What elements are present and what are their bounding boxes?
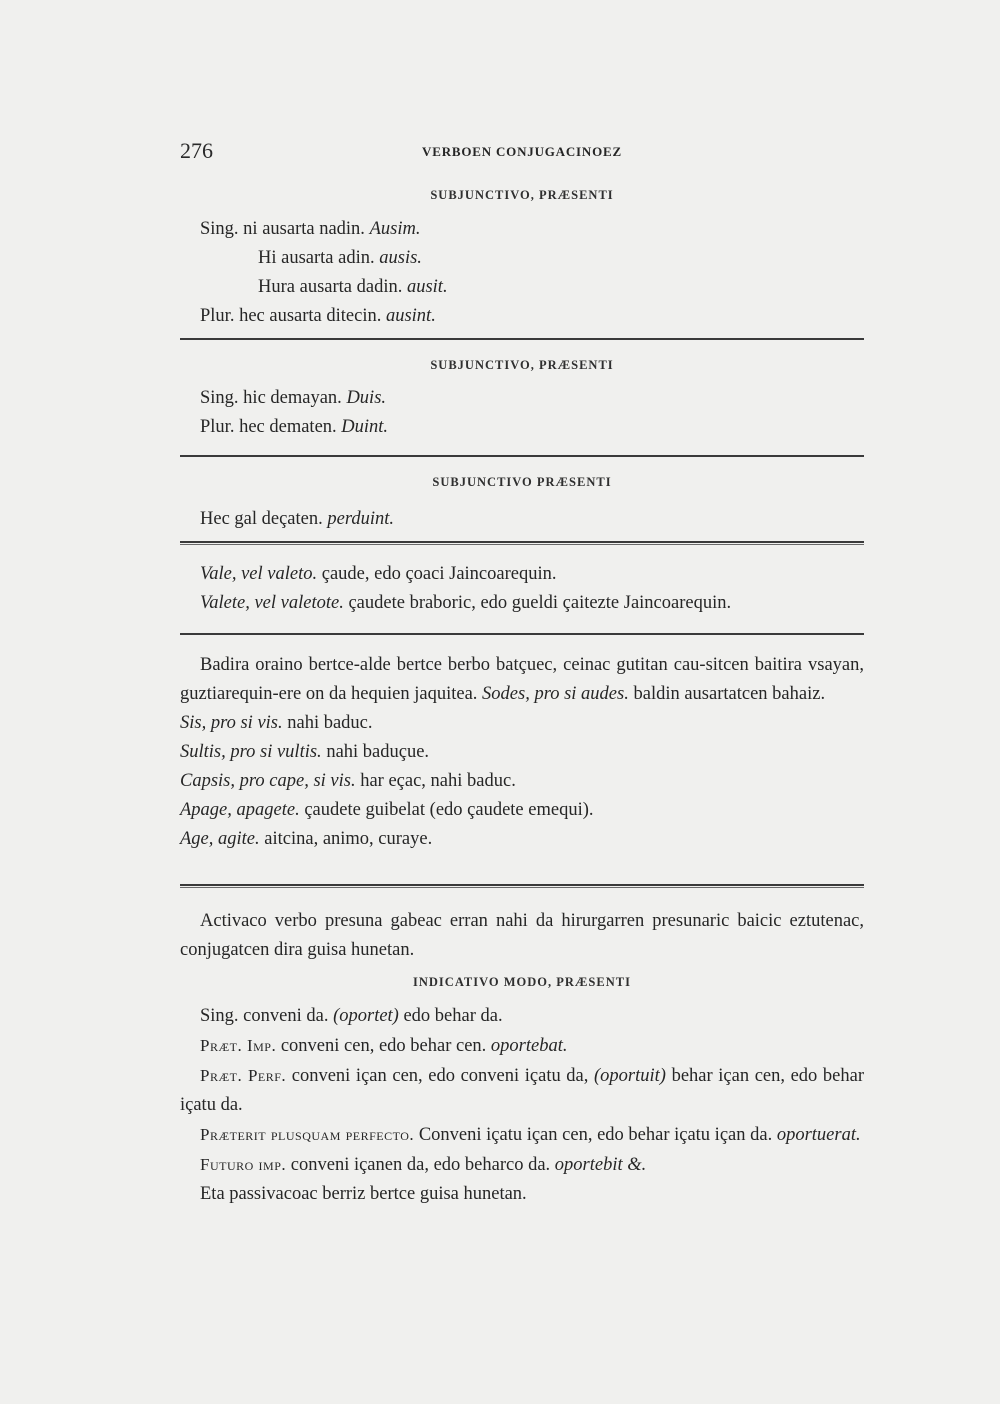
text-line: Sing. hic demayan. Duis. [200,388,387,408]
text-line: Futuro imp. conveni içanen da, edo beharco da. oportebit &. [200,1155,647,1175]
text-line: Sultis, pro si vultis. nahi baduçue. [180,742,430,762]
text-line: Sis, pro si vis. nahi baduc. [180,713,373,733]
paragraph: Præt. Perf. conveni içan cen, edo conveni içatu da, (oportuit) behar içan cen, edo behar içatu da. [180,1066,864,1115]
text-line: Age, agite. aitcina, animo, curaye. [180,829,433,849]
page-number: 276 [180,138,213,163]
text-line: Plur. hec ausarta ditecin. ausint. [200,306,436,326]
conjugation-list [180,384,864,442]
section-vale [180,560,864,618]
section-subjunctive-perdui [180,475,864,490]
text-line: Sing. ni ausarta nadin. Ausim. [200,219,421,239]
text-line: Apage, apagete. çaudete guibelat (edo çaudete emequi). [180,800,594,820]
section-heading: SUBJUNCTIVO PRÆSENTI [432,475,612,489]
conjugation-list [180,1002,864,1209]
text-line: Valete, vel valetote. çaudete braboric, edo gueldi çaitezte Jaincoarequin. [200,593,732,613]
divider-rule [180,338,864,340]
section-subjunctive-dui [180,358,864,373]
text-line: Hec gal deçaten. perduint. [200,509,395,529]
page-header [180,138,864,168]
running-head: VERBOEN CONJUGACINOEZ [422,144,622,159]
text-line: Sing. conveni da. (oportet) edo behar da. [200,1006,503,1026]
text-line: Eta passivacoac berriz bertce guisa hunetan. [200,1184,527,1204]
text-line: Hi ausarta adin. ausis. [258,248,422,268]
text-line: Capsis, pro cape, si vis. har eçac, nahi baduc. [180,771,516,791]
divider-rule [180,884,864,886]
section-defective-verbs [180,651,864,854]
divider-rule [180,633,864,635]
paragraph: Badira oraino bertce-alde bertce berbo batçuec, ceinac gutitan cau-sitcen baitira vsayan, guztiarequin-ere on da hequien jaquitea. Sodes, pro si audes. baldin ausartatcen bahaiz. [180,655,864,704]
paragraph: Activaco verbo presuna gabeac erran nahi da hirurgarren presunaric baicic eztutenac, conjugatcen dira guisa hunetan. [180,911,864,960]
text-line: Hura ausarta dadin. ausit. [258,277,448,297]
paragraph: Præterit plusquam perfecto. Conveni içatu içan cen, edo behar içatu içan da. oportuerat. [200,1125,861,1145]
conjugation-list [180,505,864,534]
section-heading: SUBJUNCTIVO, PRÆSENTI [430,358,614,372]
section-subjunctive-ausi [180,188,864,203]
section-heading: INDICATIVO MODO, PRÆSENTI [413,975,631,989]
conjugation-list [180,215,864,331]
text-line: Vale, vel valeto. çaude, edo çoaci Jaincoarequin. [200,564,557,584]
divider-rule [180,541,864,543]
divider-rule [180,455,864,457]
section-heading: SUBJUNCTIVO, PRÆSENTI [430,188,614,202]
section-impersonal-verbs [180,907,864,965]
text-line: Præt. Imp. conveni cen, edo behar cen. oportebat. [200,1036,568,1056]
text-line: Plur. hec dematen. Duint. [200,417,389,437]
section-indicative [180,975,864,990]
